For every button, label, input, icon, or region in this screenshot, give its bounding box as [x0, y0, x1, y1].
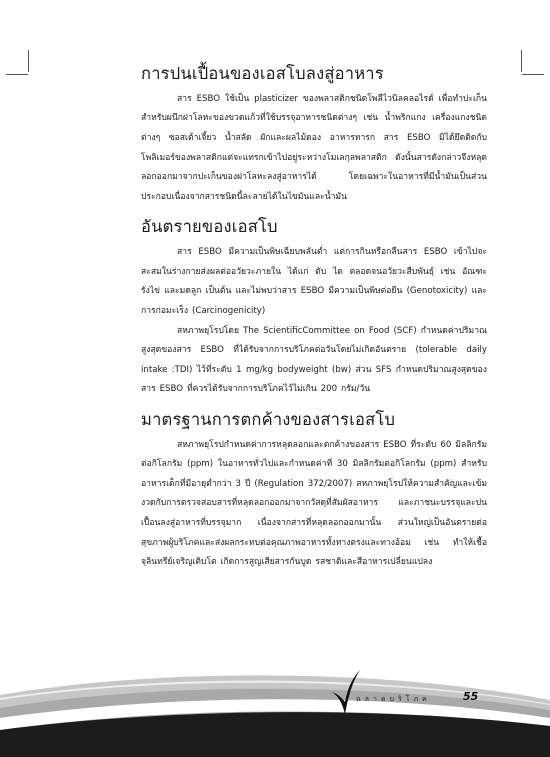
footer-decoration — [0, 660, 550, 757]
section-title-contamination: การปนเปื้อนของเอสโบลงสู่อาหาร — [141, 64, 384, 83]
section-title-hazards: อันตรายของเอสโบ — [141, 217, 278, 237]
magazine-title: ฉลาดบริโภค — [356, 695, 431, 703]
paragraph: สาร ESBO มีความเป็นพิษเฉียบพลันต่ำ แต่การกินหรือกลืนสาร ESBO เข้าไปจะสะสมในร่างกายส่งผลต่ออวัยวะภายใน ได้แก่ ตับ ไต ตลอดจนอวัยวะสืบพันธุ์ เช่น อัณฑะ รังไข่ และมดลูก เป็นต้น และไม่พบว่าสาร ESBO มีความเป็นพิษต่อยีน (Genotoxicity) และการก่อมะเร็ง (Carcinogenicity) — [141, 247, 487, 316]
crop-mark — [521, 50, 522, 72]
leaf-check-logo-icon — [331, 668, 361, 718]
section-title-standards: มาตรฐานการตกค้างของสารเอสโบ — [141, 409, 396, 429]
paragraph: สหภาพยุโรปกำหนดค่าการหลุดลอกและตกค้างของสาร ESBO ที่ระดับ 60 มิลลิกรัมต่อกิโลกรัม (ppm) ในอาหารทั่วไปและกำหนดค่าที่ 30 มิลลิกรัมต่อกิโลกรัม (ppm) สำหรับอาหารเด็กที่มีอายุต่ำกว่า 3 ปี (Regulation 372/2007) สหภาพยุโรปให้ความสำคัญและเข้มงวดกับการตรวจสอบสารที่หลุดลอกออกมาจากวัสดุที่สัมผัสอาหาร และภาชนะบรรจุและปนเปื้อนลงสู่อาหารที่บรรจุมาก เนื่องจากสารที่หลุดลอกออกมานั้น ส่วนใหญ่เป็นอันตรายต่อสุขภาพผู้บริโภคและส่งผลกระทบต่อคุณภาพอาหารทั้งทางตรงและทางอ้อม เช่น ทำให้เชื้อจุลินทรีย์เจริญเติบโต เกิดการสูญเสียสารกันบูด รสชาติและสีอาหารเปลี่ยนแปลง — [141, 439, 487, 568]
article-body — [141, 64, 487, 573]
page-number: 55 — [463, 690, 479, 703]
crop-mark — [28, 50, 29, 72]
paragraph: สหภาพยุโรปโดย The ScientificCommittee on Food (SCF) กำหนดค่าปริมาณสูงสุดของสาร ESBO ที่ได้รับจากการบริโภคต่อวันโดยไม่เกิดอันตราย (tolerable daily intake :TDI) ไว้ที่ระดับ 1 mg/kg bodyweight (bw) ส่วน SFS กำหนดปริมาณสูงสุดของสาร ESBO ที่ควรได้รับจากการบริโภคไว้ไม่เกิน 200 กรัม/วัน — [141, 325, 487, 395]
paragraph: สาร ESBO ใช้เป็น plasticizer ของพลาสติกชนิดโพลีไวนิลคลอไรด์ เพื่อทำปะเก็นสำหรับผนึกฝาโลหะของขวดแก้วที่ใช้บรรจุอาหารชนิดต่างๆ เช่น น้ำพริกแกง เครื่องแกงชนิดต่างๆ ซอสเต้าเจี้ยว น้ำสลัด ผักและผลไม้ดอง อาหารทารก สาร ESBO มิได้ยึดติดกับโพลิเมอร์ของพลาสติกแต่จะแทรกเข้าไปอยู่ระหว่างโมเลกุลพลาสติก ดังนั้นสารดังกล่าวจึงหลุดลอกออกมาจากปะเก็นของฝาโลหะลงสู่อาหารได้ โดยเฉพาะในอาหารที่มีน้ำมันเป็นส่วนประกอบเนื่องจากสารชนิดนี้ละลายได้ในไขมันและน้ำมัน — [141, 93, 487, 202]
crop-mark — [522, 74, 544, 75]
crop-mark — [6, 74, 28, 75]
